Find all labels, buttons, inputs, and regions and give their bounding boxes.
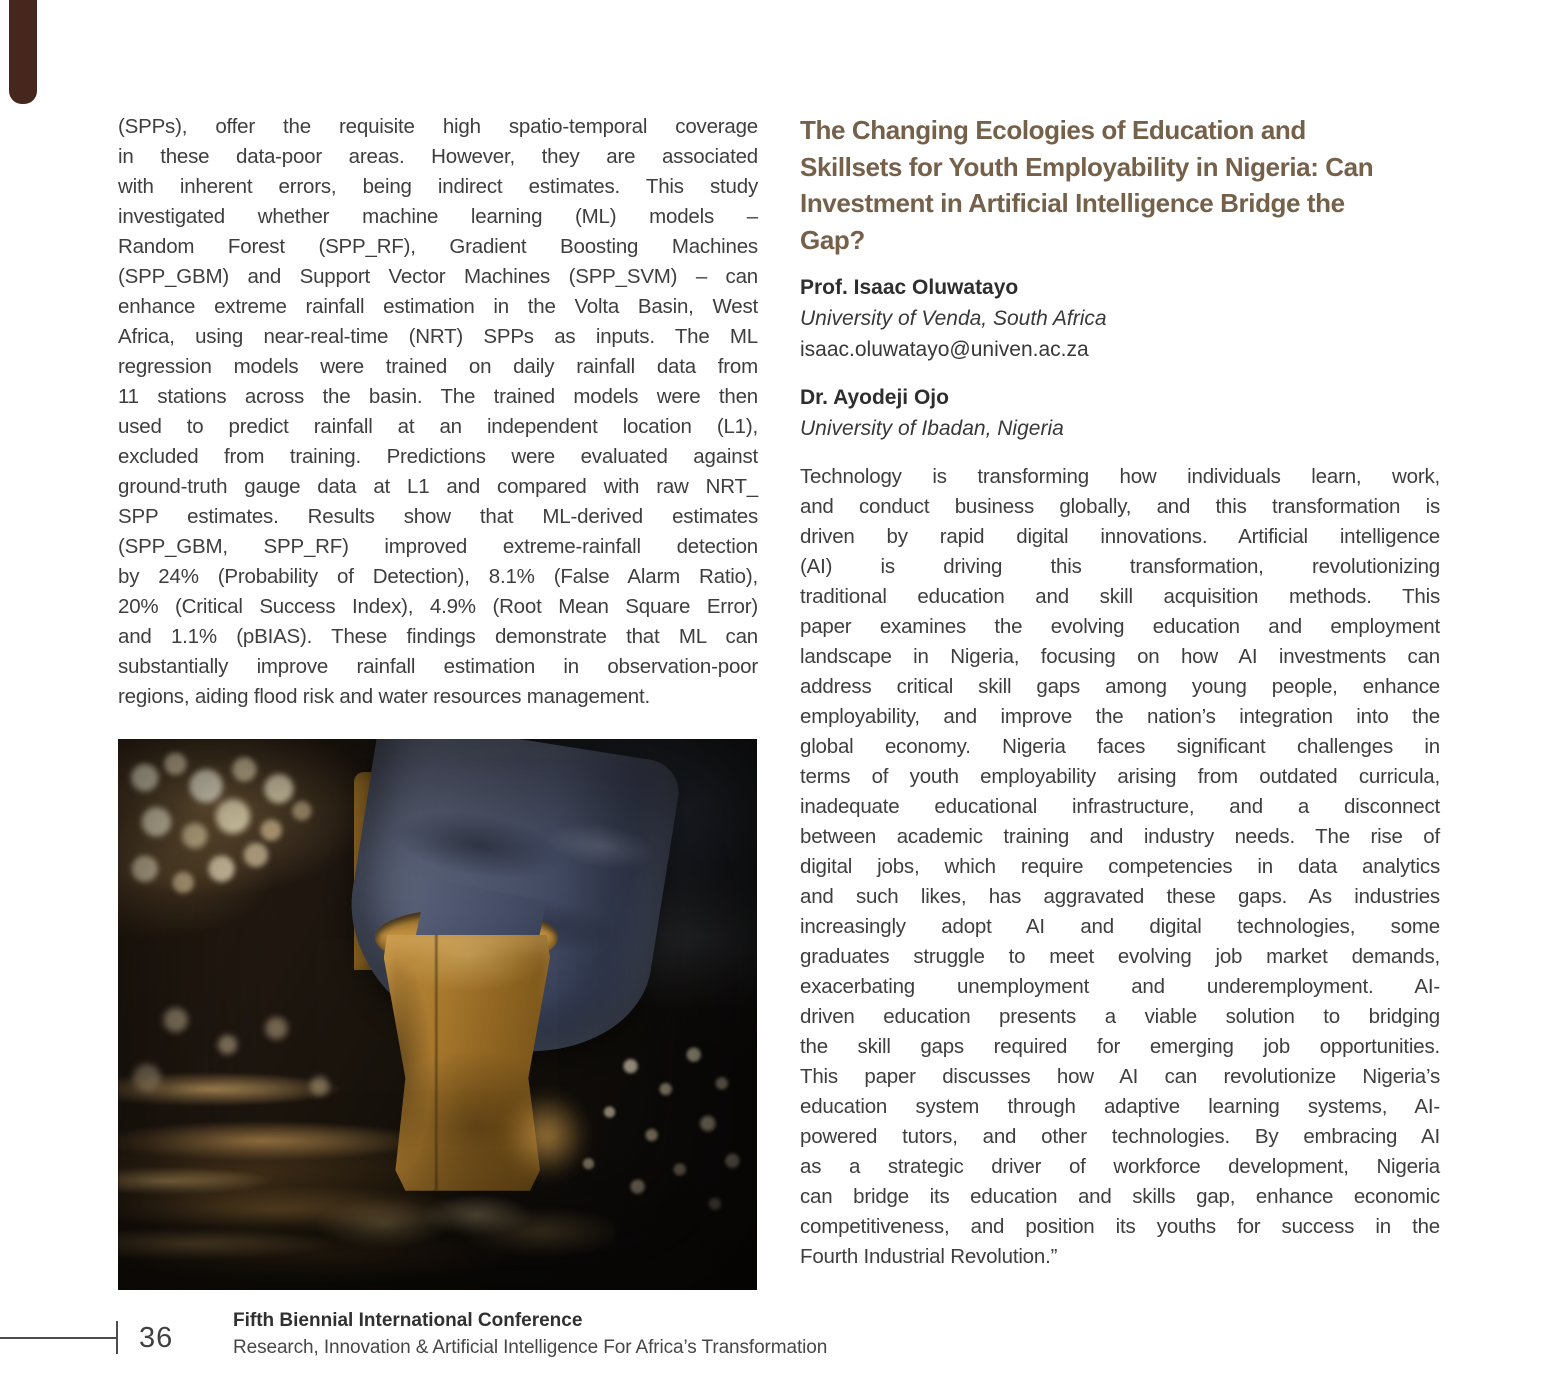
- text-line: regression models were trained on daily rainfall data from: [118, 355, 758, 378]
- text-line: paper examines the evolving education and employment: [800, 615, 1440, 638]
- text-line: inadequate educational infrastructure, and a disconnect: [800, 795, 1440, 818]
- text-line: address critical skill gaps among young people, enhance: [800, 675, 1440, 698]
- text-line: (AI) is driving this transformation, revolutionizing: [800, 555, 1440, 578]
- conference-title: Fifth Biennial International Conference: [233, 1310, 583, 1331]
- text-line: Gap?: [800, 224, 865, 255]
- text-line: investigated whether machine learning (ML) models –: [118, 205, 758, 228]
- text-line: can bridge its education and skills gap, enhance economic: [800, 1185, 1440, 1208]
- paper-title: [800, 112, 1440, 258]
- author-block-2: [800, 382, 1440, 444]
- text-line: as a strategic driver of workforce development, Nigeria: [800, 1155, 1440, 1178]
- footer-rule-vertical: [116, 1321, 118, 1354]
- text-line: (SPPs), offer the requisite high spatio-temporal coverage: [118, 115, 758, 138]
- text-line: in these data-poor areas. However, they are associated: [118, 145, 758, 168]
- text-line: 11 stations across the basin. The trained models were then: [118, 385, 758, 408]
- text-line: driven education presents a viable solution to bridging: [800, 1005, 1440, 1028]
- author-name: Dr. Ayodeji Ojo: [800, 386, 949, 409]
- text-line: substantially improve rainfall estimation in observation-poor: [118, 655, 758, 678]
- text-line: enhance extreme rainfall estimation in the Volta Basin, West: [118, 295, 758, 318]
- text-line: This paper discusses how AI can revolutionize Nigeria’s: [800, 1065, 1440, 1088]
- text-line: employability, and improve the nation’s integration into the: [800, 705, 1440, 728]
- text-line: used to predict rainfall at an independent location (L1),: [118, 415, 758, 438]
- text-line: exacerbating unemployment and underemployment. AI-: [800, 975, 1440, 998]
- text-line: and conduct business globally, and this transformation is: [800, 495, 1440, 518]
- text-line: SPP estimates. Results show that ML-derived estimates: [118, 505, 758, 528]
- page-number: 36: [139, 1322, 174, 1354]
- text-line: by 24% (Probability of Detection), 8.1% (False Alarm Ratio),: [118, 565, 758, 588]
- paper-entry-column: [800, 112, 1440, 1272]
- text-line: powered tutors, and other technologies. By embracing AI: [800, 1125, 1440, 1148]
- text-line: Technology is transforming how individuals learn, work,: [800, 465, 1440, 488]
- author-affiliation: University of Ibadan, Nigeria: [800, 417, 1064, 440]
- text-line: excluded from training. Predictions were evaluated against: [118, 445, 758, 468]
- photo-vignette: [118, 739, 757, 1290]
- text-line: Africa, using near-real-time (NRT) SPPs as inputs. The ML: [118, 325, 758, 348]
- page-edge-tab: [9, 0, 37, 104]
- abstract-left-column: [118, 112, 758, 712]
- text-line: driven by rapid digital innovations. Artificial intelligence: [800, 525, 1440, 548]
- flood-boots-photo: [118, 739, 757, 1290]
- text-line: increasingly adopt AI and digital technologies, some: [800, 915, 1440, 938]
- text-line: competitiveness, and position its youths for success in the: [800, 1215, 1440, 1238]
- text-line: digital jobs, which require competencies in data analytics: [800, 855, 1440, 878]
- text-line: with inherent errors, being indirect estimates. This study: [118, 175, 758, 198]
- text-line: between academic training and industry needs. The rise of: [800, 825, 1440, 848]
- author-email: isaac.oluwatayo@univen.ac.za: [800, 338, 1089, 361]
- text-line: graduates struggle to meet evolving job market demands,: [800, 945, 1440, 968]
- text-line: (SPP_GBM, SPP_RF) improved extreme-rainfall detection: [118, 535, 758, 558]
- text-line: the skill gaps required for emerging job opportunities.: [800, 1035, 1440, 1058]
- text-line: education system through adaptive learning systems, AI-: [800, 1095, 1440, 1118]
- text-line: and 1.1% (pBIAS). These findings demonstrate that ML can: [118, 625, 758, 648]
- text-line: ground-truth gauge data at L1 and compared with raw NRT_: [118, 475, 758, 498]
- text-line: Investment in Artificial Intelligence Bridge the: [800, 188, 1345, 218]
- text-line: 20% (Critical Success Index), 4.9% (Root Mean Square Error): [118, 595, 758, 618]
- text-line: landscape in Nigeria, focusing on how AI investments can: [800, 645, 1440, 668]
- text-line: terms of youth employability arising from outdated curricula,: [800, 765, 1440, 788]
- author-block-1: [800, 272, 1440, 365]
- paper-abstract: [800, 462, 1440, 1272]
- author-affiliation: University of Venda, South Africa: [800, 307, 1107, 330]
- text-line: Skillsets for Youth Employability in Nigeria: Can: [800, 151, 1374, 182]
- text-line: (SPP_GBM) and Support Vector Machines (SPP_SVM) – can: [118, 265, 758, 288]
- text-line: regions, aiding flood risk and water resources management.: [118, 685, 650, 708]
- author-name: Prof. Isaac Oluwatayo: [800, 276, 1019, 299]
- footer-rule-horizontal: [0, 1337, 117, 1339]
- text-line: traditional education and skill acquisition methods. This: [800, 585, 1440, 608]
- text-line: global economy. Nigeria faces significant challenges in: [800, 735, 1440, 758]
- text-line: and such likes, has aggravated these gaps. As industries: [800, 885, 1440, 908]
- text-line: Random Forest (SPP_RF), Gradient Boosting Machines: [118, 235, 758, 258]
- footer-conference-block: [233, 1310, 827, 1358]
- text-line: Fourth Industrial Revolution.”: [800, 1245, 1058, 1268]
- text-line: The Changing Ecologies of Education and: [800, 115, 1306, 145]
- conference-subtitle: Research, Innovation & Artificial Intelligence For Africa’s Transformation: [233, 1337, 828, 1358]
